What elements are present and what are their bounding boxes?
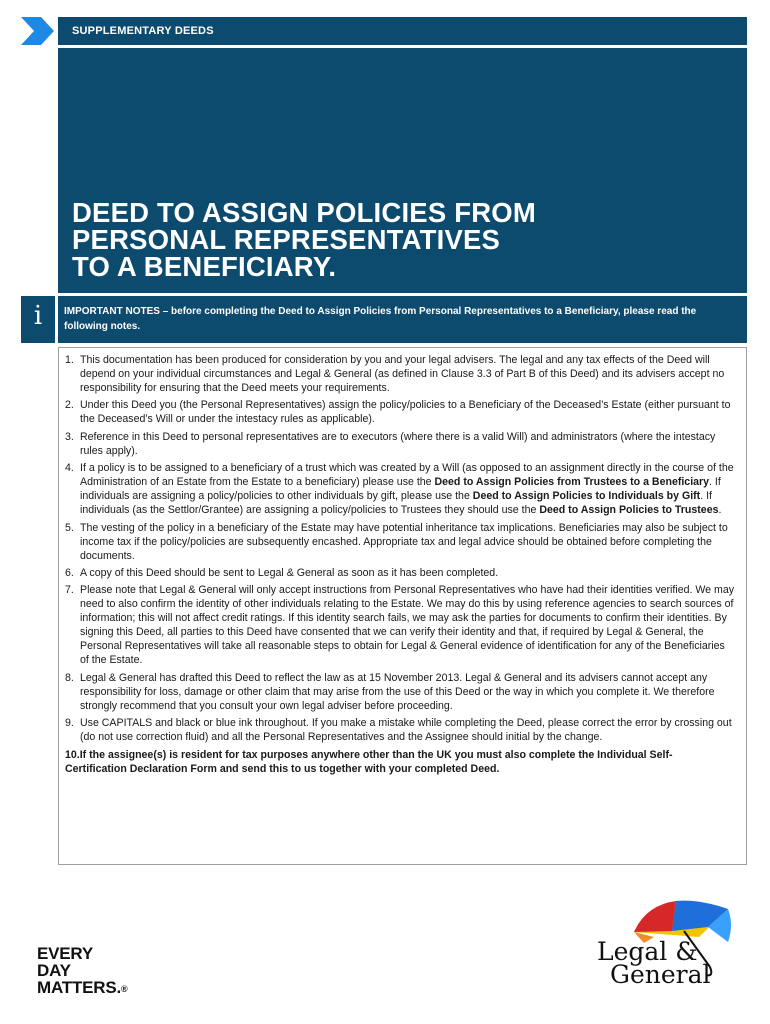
chevron-right-icon — [21, 17, 55, 45]
list-item: 1. This documentation has been produced for consideration by you and your legal advisers. The legal and any tax effects of the Deed will depend on your individual circumstances and Legal & General (as defined in Clause 3.3 of Part B of this Deed) and its advisers accept no responsibility for ensuring that the Deed meets your requirements. — [65, 354, 725, 394]
important-notes-heading: IMPORTANT NOTES – before completing the Deed to Assign Policies from Personal Representatives to a Beneficiary, please read the following notes. — [58, 296, 747, 343]
page-title: DEED TO ASSIGN POLICIES FROM PERSONAL REPRESENTATIVES TO A BENEFICIARY. — [72, 197, 536, 282]
section-label: SUPPLEMENTARY DEEDS — [58, 17, 747, 45]
notes-list — [58, 347, 747, 865]
list-item: 9. Use CAPITALS and black or blue ink throughout. If you make a mistake while completing the Deed, please correct the error by crossing out (do not use correction fluid) and all the Personal Representatives and the Assignee should initial by the change. — [65, 717, 732, 744]
info-icon: i — [21, 296, 55, 343]
list-item: 4. If a policy is to be assigned to a beneficiary of a trust which was created by a Will (as opposed to an assignment directly in the course of the Administration of an Estate from the Estate to a beneficiary) please use the Deed to Assign Policies from Trustees to a Beneficiary. If individuals are assigning a policy/policies to other individuals by gift, please use the Deed to Assign Policies to Individuals by Gift. If individuals (as the Settlor/Grantee) are assigning a policy/policies to Trustees they should use the Deed to Assign Policies to Trustees. — [65, 462, 734, 517]
list-item: 7. Please note that Legal & General will only accept instructions from Personal Representatives who have had their identities verified. We may need to also confirm the identity of other individuals relating to the Estate. We may do this by using reference agencies to search sources of information; this will not affect credit ratings. If this identity search fails, we may ask the parties for documents to confirm their identities. By signing this Deed, all parties to this Deed have consented that we can verify their identity and that, if required by Legal & General, the Personal Representatives will take all reasonable steps to obtain for Legal & General evidence of identification for any of the Beneficiaries of the Estate. — [65, 584, 735, 667]
brand-logo-text: Legal & General — [597, 937, 711, 989]
list-item: 2. Under this Deed you (the Personal Representatives) assign the policy/policies to a Beneficiary of the Deceased’s Estate (either pursuant to the Deceased’s Will or under the intestacy rules as applicable). — [65, 399, 731, 426]
list-item: 5. The vesting of the policy in a beneficiary of the Estate may have potential inheritance tax implications. Beneficiaries may also be subject to income tax if the policy/policies are subsequently encashed. Appropriate tax and legal advice should be obtained before completing the documents. — [65, 521, 728, 562]
list-item: 8. Legal & General has drafted this Deed to reflect the law as at 15 November 2013. Legal & General and its advisers cannot accept any responsibility for loss, damage or other claim that may arise from the use of this Deed or the way in which you complete it. We therefore strongly recommend that you consult your own legal adviser before proceeding. — [65, 671, 715, 712]
tagline: EVERY DAY MATTERS.® — [37, 944, 128, 997]
list-item: 10.If the assignee(s) is resident for tax purposes anywhere other than the UK you must also complete the Individual Self-Certification Declaration Form and send this to us together with your completed Deed. — [65, 748, 673, 775]
list-item: 6. A copy of this Deed should be sent to Legal & General as soon as it has been completed. — [65, 566, 499, 579]
list-item: 3. Reference in this Deed to personal representatives are to executors (where there is a valid Will) and administrators (where the intestacy rules apply). — [65, 430, 716, 457]
title-banner — [58, 48, 747, 293]
